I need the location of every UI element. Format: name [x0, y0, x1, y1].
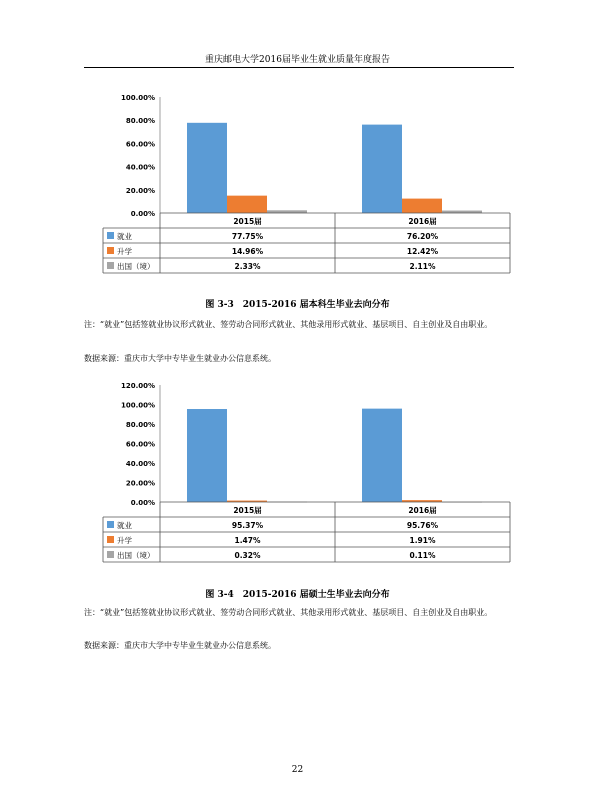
y-tick-label: 60.00%: [125, 140, 155, 149]
legend-label: 就业: [117, 521, 132, 530]
bar-升学-2016届: [402, 199, 442, 213]
legend-swatch-升学: [107, 247, 114, 254]
legend-swatch-出国（境）: [107, 551, 114, 558]
data-label: 0.32%: [234, 551, 261, 560]
y-tick-label: 20.00%: [125, 479, 155, 488]
y-tick-label: 120.00%: [120, 382, 155, 390]
figure-3-4-source: 数据来源：重庆市大学中专毕业生就业办公信息系统。: [84, 641, 276, 650]
figure-3-3-note: 注：“就业”包括签就业协议形式就业、签劳动合同形式就业、其他录用形式就业、基层项目、自主创业及自由职业。: [84, 320, 493, 329]
data-label: 95.76%: [406, 521, 439, 530]
y-tick-label: 0.00%: [130, 499, 155, 507]
bar-就业-2015届: [187, 123, 227, 213]
legend-swatch-就业: [107, 232, 114, 239]
category-label: 2016届: [408, 217, 437, 226]
category-label: 2016届: [408, 506, 437, 515]
y-tick-label: 0.00%: [130, 210, 155, 218]
category-label: 2015届: [233, 506, 262, 515]
bar-升学-2015届: [227, 196, 267, 213]
figure-3-3-caption: 图 3-3 2015-2016 届本科生毕业去向分布: [205, 300, 390, 310]
y-tick-label: 80.00%: [125, 117, 155, 126]
y-tick-label: 40.00%: [125, 163, 155, 172]
bar-就业-2016届: [362, 125, 402, 213]
data-label: 76.20%: [406, 232, 439, 241]
legend-label: 就业: [117, 232, 132, 241]
legend-label: 出国（境）: [117, 551, 155, 560]
y-tick-label: 20.00%: [125, 186, 155, 195]
data-label: 95.37%: [231, 521, 264, 530]
legend-swatch-就业: [107, 521, 114, 528]
data-label: 77.75%: [231, 232, 264, 241]
y-tick-label: 60.00%: [125, 440, 155, 449]
data-label: 12.42%: [406, 247, 439, 256]
chart-undergrad-destinations: [0, 88, 595, 288]
header-rule: [84, 67, 514, 68]
data-label: 14.96%: [231, 247, 264, 256]
figure-3-3-source: 数据来源：重庆市大学中专毕业生就业办公信息系统。: [84, 354, 276, 363]
data-label: 2.11%: [409, 262, 436, 271]
legend-label: 升学: [117, 247, 132, 256]
legend-label: 升学: [117, 536, 132, 545]
running-header: 重庆邮电大学2016届毕业生就业质量年度报告: [205, 55, 390, 65]
data-label: 2.33%: [234, 262, 261, 271]
page-number: 22: [291, 765, 304, 775]
chart-master-destinations: [0, 376, 595, 576]
figure-3-4-caption: 图 3-4 2015-2016 届硕士生毕业去向分布: [205, 590, 390, 600]
data-label: 1.91%: [409, 536, 436, 545]
data-label: 1.47%: [234, 536, 261, 545]
legend-swatch-升学: [107, 536, 114, 543]
category-label: 2015届: [233, 217, 262, 226]
data-label: 0.11%: [409, 551, 436, 560]
y-tick-label: 40.00%: [125, 460, 155, 468]
bar-就业-2016届: [362, 409, 402, 502]
figure-3-4-note: 注：“就业”包括签就业协议形式就业、签劳动合同形式就业、其他录用形式就业、基层项目、自主创业及自由职业。: [84, 608, 493, 617]
y-tick-label: 100.00%: [120, 401, 155, 410]
legend-swatch-出国（境）: [107, 262, 114, 269]
y-tick-label: 80.00%: [125, 421, 155, 429]
y-tick-label: 100.00%: [120, 94, 155, 102]
legend-label: 出国（境）: [117, 262, 155, 271]
bar-出国（境）-2015届: [267, 210, 307, 213]
bar-就业-2015届: [187, 409, 227, 502]
